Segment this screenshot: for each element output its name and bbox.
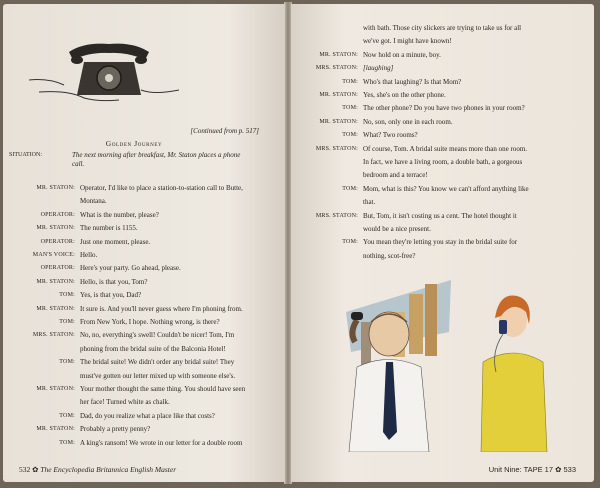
speaker-label: TOM:: [59, 412, 75, 419]
continued-note: [Continued from p. 517]: [190, 127, 259, 135]
speaker-label: TOM:: [342, 239, 358, 246]
dialogue-text: Yes, is that you, Dad?: [80, 291, 142, 300]
dialogue-text: Mom, what is this? You know we can't afford anything like: [363, 184, 529, 193]
dialogue-text: What is the number, please?: [80, 210, 159, 219]
dialogue-text: The bridal suite! We didn't order any bridal suite! They: [80, 358, 235, 367]
dialogue-text: Your mother thought the same thing. You should have seen: [80, 385, 246, 393]
dialogue-text: her face! Turned white as chalk.: [80, 398, 170, 407]
dialogue-text: Just one moment, please.: [80, 237, 151, 246]
speaker-label: MR. STATON:: [319, 118, 358, 125]
speaker-label: MR. STATON:: [36, 185, 75, 191]
dialogue-text: Operator, I'd like to place a station-to-station call to Butte,: [80, 184, 243, 192]
speaker-label: TOM:: [342, 78, 358, 85]
speaker-label: TOM:: [342, 105, 358, 112]
speaker-label: MAN'S VOICE:: [32, 252, 75, 258]
dialogue-text: Probably a pretty penny?: [80, 425, 151, 434]
speaker-label: MR. STATON:: [319, 92, 358, 98]
situation-text: The next morning after breakfast, Mr. Staton places a phone call.: [72, 151, 241, 168]
dialogue-text: In fact, we have a living room, a double bath, a gorgeous: [363, 158, 523, 166]
right-footer: Unit Nine: TAPE 17 ✿ 533: [488, 465, 576, 474]
dialogue-text: No, no, everything's swell! Couldn't be nicer! Tom, I'm: [80, 331, 235, 340]
speaker-label: MR. STATON:: [36, 305, 75, 312]
dialogue-text: It sure is. And you'll never guess where I'm phoning from.: [80, 304, 243, 313]
dialogue-text: Montana.: [80, 197, 107, 206]
dialogue-text: [laughing]: [363, 64, 394, 73]
speaker-label: TOM:: [342, 185, 358, 192]
dialogue-text: The other phone? Do you have two phones in your room?: [363, 104, 525, 113]
dialogue-text: From New York, I hope. Nothing wrong, is there?: [80, 318, 220, 326]
speaker-label: MRS. STATON:: [315, 212, 358, 219]
left-footer: 532 ✿ The Encyclopedia Britannica English Master: [19, 465, 177, 474]
dialogue-text: phoning from the bridal suite of the Balconia Hotel!: [80, 344, 226, 353]
dialogue-text: with bath. Those city slickers are trying to take us for all: [363, 24, 522, 32]
speaker-label: TOM:: [59, 439, 75, 446]
speaker-label: MR. STATON:: [36, 426, 75, 433]
telephone-illustration: [29, 40, 179, 110]
dialogue-text: Hello.: [80, 251, 98, 259]
speaker-label: MRS. STATON:: [32, 332, 75, 339]
speaker-label: MR. STATON:: [36, 386, 75, 392]
dialogue-text: must've gotten our letter mixed up with someone else's.: [80, 371, 236, 380]
phone-call-illustration: [331, 272, 561, 452]
dialogue-text: Of course, Tom. A bridal suite means more than one room.: [363, 144, 528, 153]
speaker-label: TOM:: [342, 132, 358, 139]
speaker-label: MR. STATON:: [36, 278, 75, 285]
dialogue-text: No, son, only one in each room.: [363, 117, 453, 126]
dialogue-text: we've got. I might have known!: [363, 37, 452, 46]
left-page: [3, 4, 285, 482]
right-page: [291, 4, 594, 482]
dialogue-text: would be a nice present.: [363, 225, 431, 233]
section-title: Golden Journey: [105, 139, 163, 148]
dialogue-text: Dad, do you realize what a place like that costs?: [80, 411, 215, 420]
speaker-label: MRS. STATON:: [315, 65, 358, 72]
speaker-label: MR. STATON:: [319, 51, 358, 58]
dialogue-text: bedroom and a terrace!: [363, 171, 428, 180]
speaker-label: OPERATOR:: [40, 238, 75, 245]
speaker-label: MRS. STATON:: [315, 145, 358, 152]
speaker-label: TOM:: [59, 359, 75, 366]
dialogue-text: Hello, is that you, Tom?: [80, 277, 148, 286]
dialogue-text: You mean they're letting you stay in the bridal suite for: [363, 238, 518, 247]
dialogue-text: But, Tom, it isn't costing us a cent. The hotel thought it: [363, 211, 517, 220]
speaker-label: MR. STATON:: [36, 225, 75, 232]
speaker-label: OPERATOR:: [40, 265, 75, 272]
dialogue-text: nothing, scot-free?: [363, 251, 416, 260]
speaker-label: OPERATOR:: [40, 211, 75, 218]
situation-label: SITUATION:: [9, 152, 42, 158]
dialogue-text: Yes, she's on the other phone.: [363, 91, 446, 99]
dialogue-text: A king's ransom! We wrote in our letter for a double room: [80, 438, 243, 447]
speaker-label: TOM:: [59, 292, 75, 299]
speaker-label: TOM:: [59, 319, 75, 325]
dialogue-text: The number is 1155.: [80, 224, 138, 233]
dialogue-text: Here's your party. Go ahead, please.: [80, 264, 181, 273]
dialogue-text: What? Two rooms?: [363, 131, 418, 140]
dialogue-text: Now hold on a minute, boy.: [363, 50, 441, 59]
dialogue-text: that.: [363, 198, 376, 207]
dialogue-text: Who's that laughing? Is that Mom?: [363, 77, 462, 86]
